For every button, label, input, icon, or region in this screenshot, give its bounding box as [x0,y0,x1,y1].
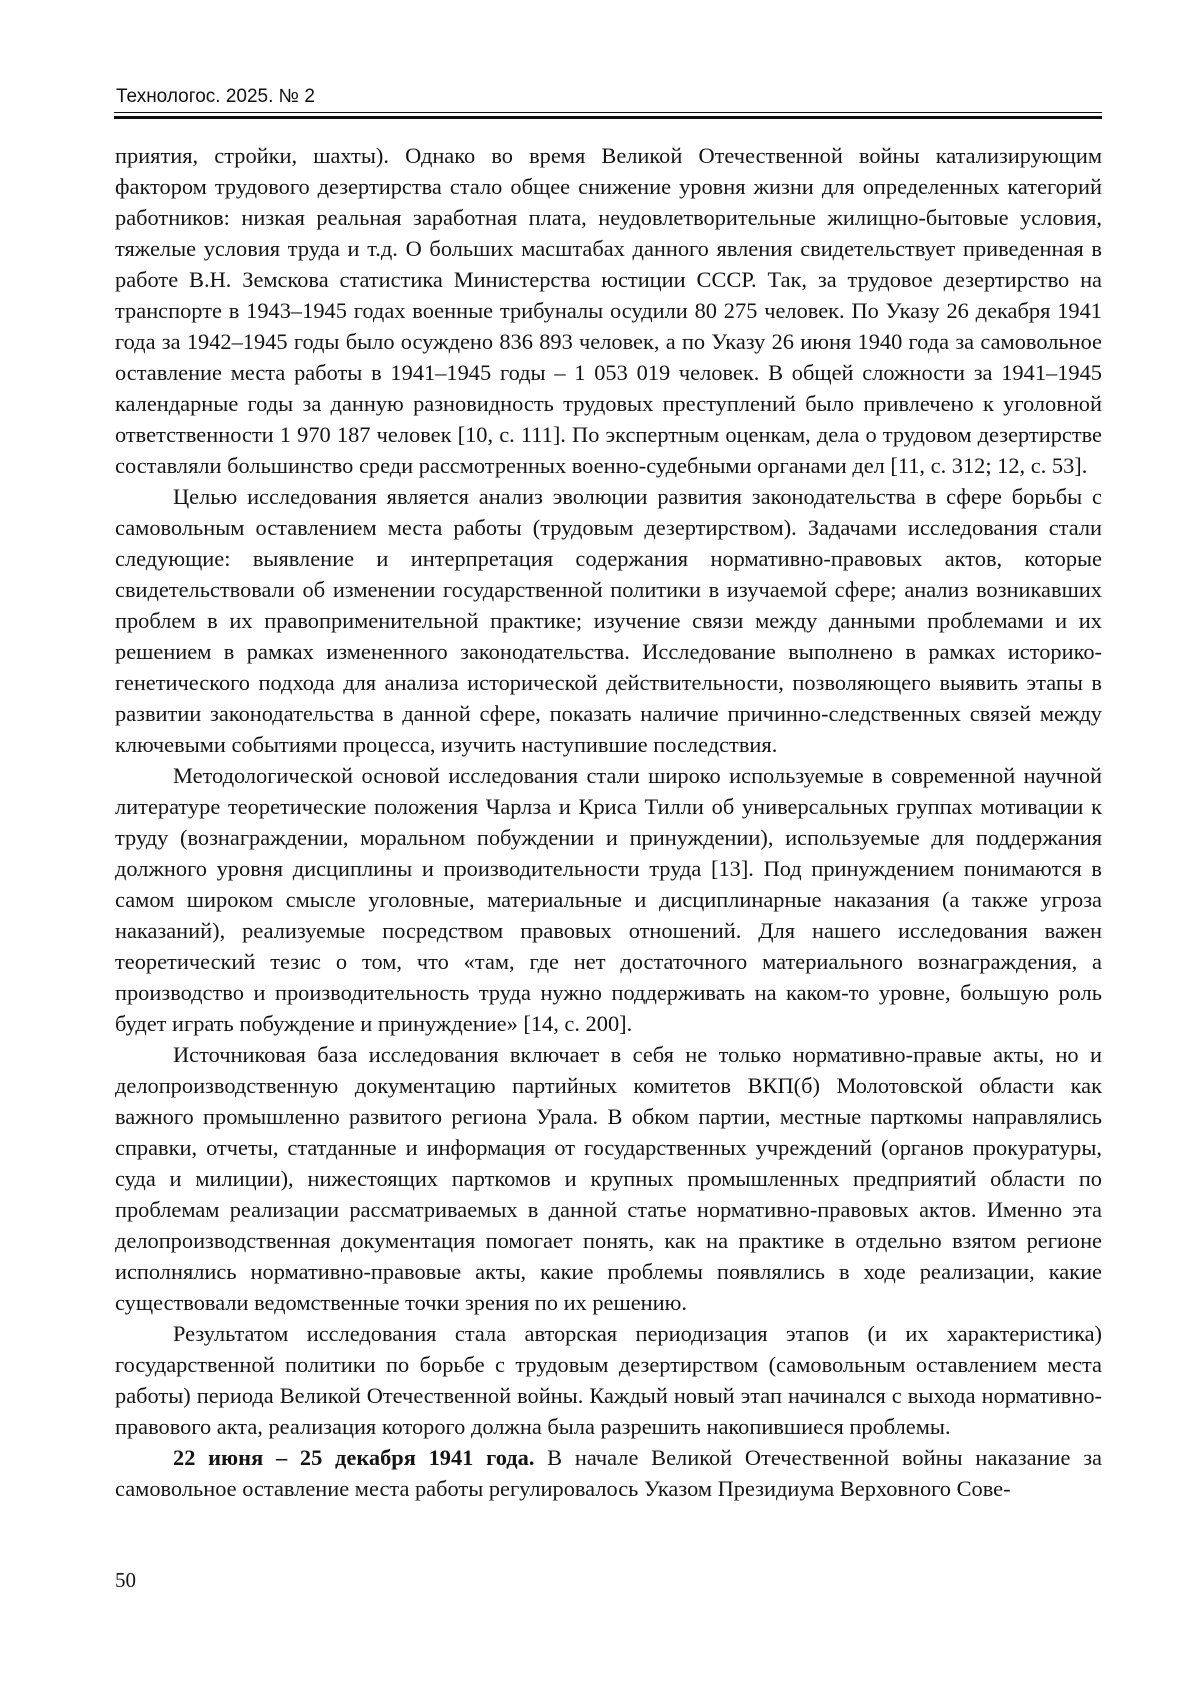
header-rule-thick [114,116,1102,119]
running-header: Технологос. 2025. № 2 [116,86,315,107]
paragraph-results: Результатом исследования стала авторская периодизация этапов (и их характеристика) государственной политики по борьбе с трудовым дезертирством (самовольным оставлением места работы) периода Великой Отечественной войны. Каждый новый этап начинался с выхода нормативно-правового акта, реализация которого должна была разрешить накопившиеся проблемы. [115,1321,1102,1439]
paragraph-methodology: Методологической основой исследования стали широко используемые в современной научной литературе теоретические положения Чарлза и Криса Тилли об универсальных группах мотивации к труду (вознаграждении, моральном побуждении и принуждении), используемые для поддержания должного уровня дисциплины и производительности труда [13]. Под принуждением понимаются в самом широком смысле уголовные, материальные и дисциплинарные наказания (а также угроза наказаний), реализуемые посредством правовых отношений. Для нашего исследования важен теоретический тезис о том, что «там, где нет достаточного материального вознаграждения, а производство и производительность труда нужно поддерживать на каком-то уровне, большую роль будет играть побуждение и принуждение» [14, с. 200]. [115,763,1102,1036]
header-rule-thin [114,112,1102,113]
article-body [115,140,1102,1504]
paragraph-sources: Источниковая база исследования включает в себя не только нормативно-правые акты, но и делопроизводственную документацию партийных комитетов ВКП(б) Молотовской области как важного промышленно развитого региона Урала. В обком партии, местные парткомы направлялись справки, отчеты, статданные и информация от государственных учреждений (органов прокуратуры, суда и милиции), нижестоящих парткомов и крупных промышленных предприятий области по проблемам реализации рассматриваемых в данной статье нормативно-правовых актов. Именно эта делопроизводственная документация помогает понять, как на практике в отдельно взятом регионе исполнялись нормативно-правовые акты, какие проблемы появлялись в ходе реализации, какие существовали ведомственные точки зрения по их решению. [115,1042,1102,1315]
period-heading: 22 июня – 25 декабря 1941 года. [173,1445,535,1470]
page-number: 50 [115,1568,136,1592]
paragraph-period-1941 [115,1442,1102,1504]
paragraph-continuation: приятия, стройки, шахты). Однако во время Великой Отечественной войны катализирующим фактором трудового дезертирства стало общее снижение уровня жизни для определенных категорий работников: низкая реальная заработная плата, неудовлетворительные жилищно-бытовые условия, тяжелые условия труда и т.д. О больших масштабах данного явления свидетельствует приведенная в работе В.Н. Земскова статистика Министерства юстиции СССР. Так, за трудовое дезертирство на транспорте в 1943–1945 годах военные трибуналы осудили 80 275 человек. По Указу 26 декабря 1941 года за 1942–1945 годы было осуждено 836 893 человек, а по Указу 26 июня 1940 года за самовольное оставление места работы в 1941–1945 годы – 1 053 019 человек. В общей сложности за 1941–1945 календарные годы за данную разновидность трудовых преступлений было привлечено к уголовной ответственности 1 970 187 человек [10, с. 111]. По экспертным оценкам, дела о трудовом дезертирстве составляли большинство среди рассмотренных военно-судебными органами дел [11, с. 312; 12, с. 53]. [115,143,1102,478]
paragraph-research-goal: Целью исследования является анализ эволюции развития законодательства в сфере борьбы с самовольным оставлением места работы (трудовым дезертирством). Задачами исследования стали следующие: выявление и интерпретация содержания нормативно-правовых актов, которые свидетельствовали об изменении государственной политики в изучаемой сфере; анализ возникавших проблем в их правоприменительной практике; изучение связи между данными проблемами и их решением в рамках измененного законодательства. Исследование выполнено в рамках историко-генетического подхода для анализа исторической действительности, позволяющего выявить этапы в развитии законодательства в данной сфере, показать наличие причинно-следственных связей между ключевыми событиями процесса, изучить наступившие последствия. [115,484,1102,757]
period-text: В начале Великой Отечественной войны наказание за самовольное оставление места работы регулировалось Указом Президиума Верховного Сове- [115,1445,1102,1501]
